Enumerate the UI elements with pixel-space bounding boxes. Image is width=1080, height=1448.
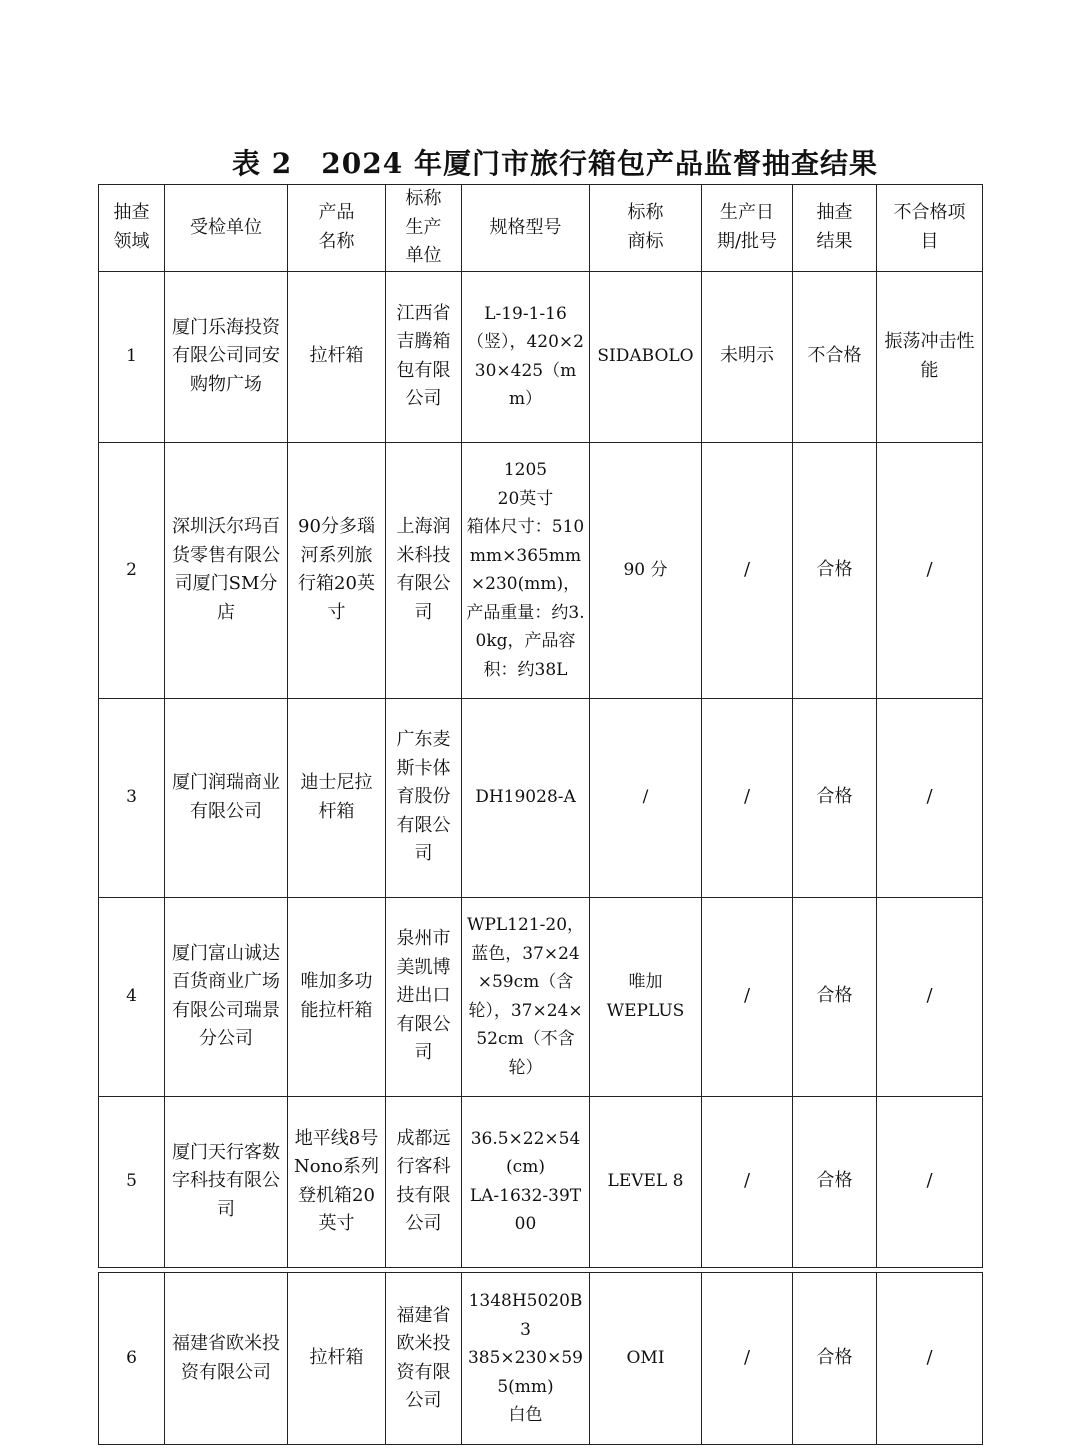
results-table (98, 184, 983, 1268)
row-trademark: OMI (590, 1273, 702, 1445)
row-product-name: 唯加多功能拉杆箱 (288, 897, 386, 1096)
row-trademark: 唯加 WEPLUS (590, 897, 702, 1096)
table-row (99, 271, 983, 442)
row-production-date: / (702, 897, 793, 1096)
row-spec: 1205 20英寸 箱体尺寸：510mm×365mm×230(mm)，产品重量：约3.0kg，产品容积：约38L (462, 442, 590, 698)
header-domain: 抽查 领域 (99, 185, 165, 272)
row-domain: 4 (99, 897, 165, 1096)
row-trademark: LEVEL 8 (590, 1096, 702, 1267)
row-product-name: 拉杆箱 (288, 1273, 386, 1445)
row-product-name: 迪士尼拉杆箱 (288, 698, 386, 897)
row-result: 合格 (793, 1096, 877, 1267)
table-row (99, 698, 983, 897)
row-result: 合格 (793, 698, 877, 897)
row-spec: WPL121-20，蓝色，37×24×59cm（含轮），37×24×52cm（不含轮） (462, 897, 590, 1096)
row-manufacturer: 江西省吉腾箱包有限公司 (386, 271, 462, 442)
header-inspected-unit: 受检单位 (165, 185, 288, 272)
header-manufacturer: 标称 生产 单位 (386, 185, 462, 272)
row-manufacturer: 泉州市美凯博进出口有限公司 (386, 897, 462, 1096)
row-manufacturer: 成都远行客科技有限公司 (386, 1096, 462, 1267)
row-inspected-unit: 厦门润瑞商业有限公司 (165, 698, 288, 897)
row-production-date: / (702, 1096, 793, 1267)
row-production-date: / (702, 442, 793, 698)
table-title: 表 2 2024 年厦门市旅行箱包产品监督抽查结果 (232, 147, 878, 180)
row-result: 合格 (793, 1273, 877, 1445)
row-trademark: 90 分 (590, 442, 702, 698)
row-domain: 2 (99, 442, 165, 698)
table-row (99, 1096, 983, 1267)
header-spec: 规格型号 (462, 185, 590, 272)
row-spec: 36.5×22×54(cm) LA-1632-39T00 (462, 1096, 590, 1267)
row-result: 合格 (793, 897, 877, 1096)
row-domain: 6 (99, 1273, 165, 1445)
row-manufacturer: 广东麦斯卡体育股份有限公司 (386, 698, 462, 897)
row-product-name: 拉杆箱 (288, 271, 386, 442)
header-result: 抽查 结果 (793, 185, 877, 272)
header-product-name: 产品 名称 (288, 185, 386, 272)
row-product-name: 地平线8号Nono系列登机箱20英寸 (288, 1096, 386, 1267)
row-inspected-unit: 深圳沃尔玛百货零售有限公司厦门SM分店 (165, 442, 288, 698)
row-spec: DH19028-A (462, 698, 590, 897)
row-inspected-unit: 厦门乐海投资有限公司同安购物广场 (165, 271, 288, 442)
row-inspected-unit: 厦门富山诚达百货商业广场有限公司瑞景分公司 (165, 897, 288, 1096)
row-domain: 3 (99, 698, 165, 897)
row-result: 不合格 (793, 271, 877, 442)
row-failed-items: / (877, 1096, 983, 1267)
table-row (99, 897, 983, 1096)
row-domain: 1 (99, 271, 165, 442)
row-failed-items: / (877, 1273, 983, 1445)
header-trademark: 标称 商标 (590, 185, 702, 272)
header-row (99, 185, 983, 272)
row-manufacturer: 上海润米科技有限公司 (386, 442, 462, 698)
table-row (99, 1273, 983, 1445)
row-failed-items: / (877, 442, 983, 698)
results-table-continued (98, 1272, 983, 1445)
header-production-date: 生产日 期/批号 (702, 185, 793, 272)
header-failed-items: 不合格项 目 (877, 185, 983, 272)
row-result: 合格 (793, 442, 877, 698)
row-inspected-unit: 福建省欧米投资有限公司 (165, 1273, 288, 1445)
row-spec: 1348H5020B3 385×230×595(mm) 白色 (462, 1273, 590, 1445)
row-failed-items: 振荡冲击性能 (877, 271, 983, 442)
row-trademark: / (590, 698, 702, 897)
row-production-date: 未明示 (702, 271, 793, 442)
row-trademark: SIDABOLO (590, 271, 702, 442)
row-failed-items: / (877, 897, 983, 1096)
row-spec: L-19-1-16（竖），420×230×425（mm） (462, 271, 590, 442)
row-manufacturer: 福建省欧米投资有限公司 (386, 1273, 462, 1445)
table-row (99, 442, 983, 698)
row-product-name: 90分多瑙河系列旅行箱20英寸 (288, 442, 386, 698)
row-domain: 5 (99, 1096, 165, 1267)
row-production-date: / (702, 698, 793, 897)
row-failed-items: / (877, 698, 983, 897)
row-inspected-unit: 厦门天行客数字科技有限公司 (165, 1096, 288, 1267)
row-production-date: / (702, 1273, 793, 1445)
